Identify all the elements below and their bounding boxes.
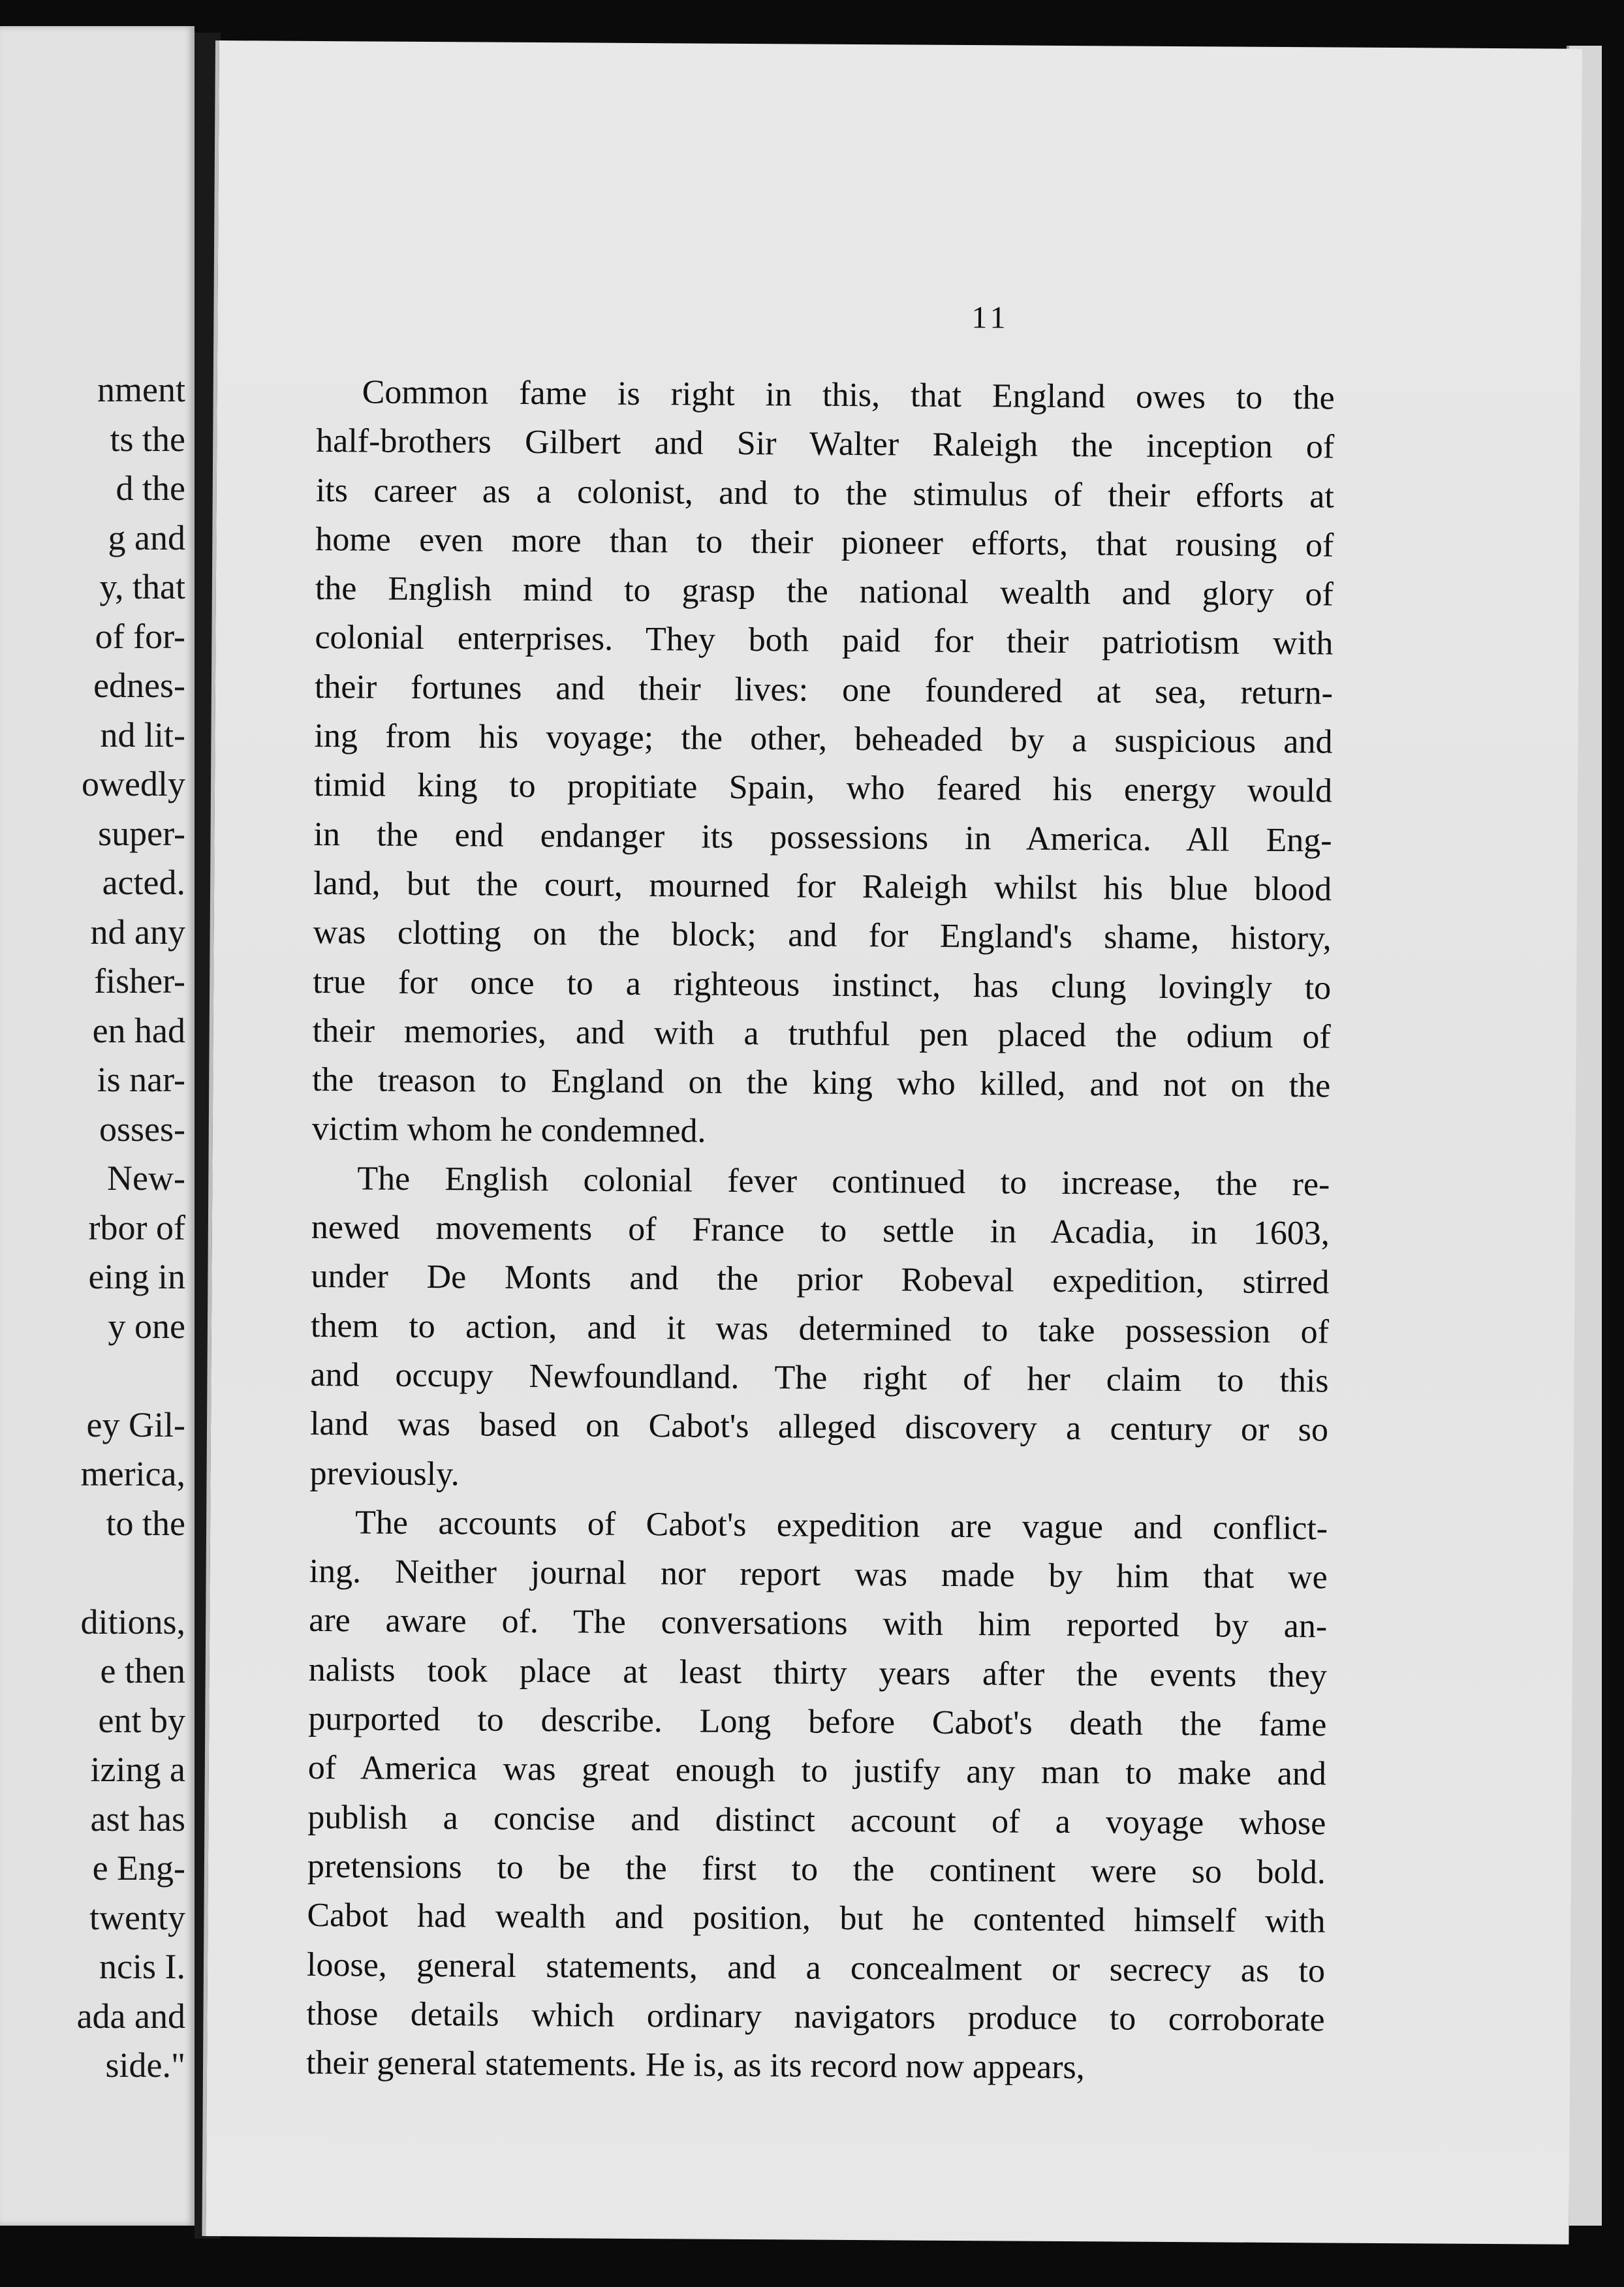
left-page-line: e then (100, 1651, 185, 1690)
left-page-line: fisher- (94, 961, 185, 1001)
text-line: purported to describe. Long before Cabot's death the fame (308, 1700, 1327, 1744)
text-line: of America was great enough to justify any man to make and (307, 1749, 1326, 1793)
left-page-line: super- (98, 813, 185, 853)
text-line: the English mind to grasp the national wealth and glory of (315, 570, 1334, 614)
text-line: was clotting on the block; and for England's shame, history, (313, 914, 1332, 957)
text-line: colonial enterprises. They both paid for their patriotism with (315, 619, 1334, 662)
text-line: their fortunes and their lives: one foundered at sea, return- (314, 668, 1334, 712)
left-page-line: New- (107, 1159, 185, 1198)
page-number: 11 (971, 300, 1010, 335)
left-page-line: nd any (90, 912, 185, 952)
left-page-line: ey Gil- (86, 1405, 185, 1444)
text-line: their memories, and with a truthful pen placed the odium of (312, 1012, 1331, 1056)
left-page-line: ast has (90, 1799, 185, 1839)
text-line: the treason to England on the king who killed, and not on the (312, 1061, 1331, 1105)
left-page-line: d the (116, 469, 185, 508)
text-line: home even more than to their pioneer efforts, that rousing of (315, 520, 1334, 565)
text-line: pretensions to be the first to the continent were so bold. (307, 1847, 1326, 1891)
page-body-text (306, 367, 1335, 2094)
left-page-line: nment (97, 370, 185, 409)
text-line: loose, general statements, and a concealment or secrecy as to (306, 1946, 1326, 1989)
text-line: them to action, and it was determined to take possession of (310, 1307, 1330, 1351)
left-page-line: owedly (82, 764, 185, 803)
text-line: nalists took place at least thirty years after the events they (308, 1651, 1327, 1695)
left-page-line: to the (106, 1503, 185, 1543)
text-line: in the end endanger its possessions in America. All Eng- (313, 815, 1332, 860)
paragraph (312, 367, 1335, 1160)
left-page-line: nd lit- (100, 715, 185, 755)
text-line: victim whom he condemned. (311, 1110, 706, 1151)
left-page-line: rbor of (88, 1207, 185, 1247)
left-page-line: ada and (76, 1996, 185, 2036)
text-line: publish a concise and distinct account of a voyage whose (307, 1798, 1326, 1843)
left-page-line: y one (108, 1306, 185, 1346)
text-line: ing from his voyage; the other, beheaded by a suspicious and (314, 717, 1333, 761)
text-line: land, but the court, mourned for Raleigh whilst his blue blood (313, 864, 1332, 909)
left-page-line: ent by (98, 1700, 185, 1740)
left-page-line: of for- (95, 616, 185, 656)
text-line: land was based on Cabot's alleged discovery a century or so (309, 1405, 1329, 1449)
left-page-line: osses- (99, 1109, 185, 1149)
left-facing-page (0, 26, 195, 2226)
text-line: The English colonial fever continued to increase, the re- (357, 1160, 1330, 1204)
text-line: are aware of. The conversations with him reported by an- (309, 1602, 1328, 1645)
left-page-line: ditions, (80, 1602, 185, 1641)
text-line: their general statements. He is, as its record now appears, (305, 2044, 1085, 2087)
left-page-line: g and (108, 518, 185, 557)
left-page-line: twenty (89, 1897, 185, 1937)
left-page-line: is nar- (97, 1060, 185, 1099)
left-page-line: izing a (90, 1750, 185, 1789)
left-page-line (77, 1351, 185, 1401)
text-line: Cabot had wealth and position, but he contented himself with (307, 1897, 1326, 1940)
left-page-line: side." (105, 2046, 185, 2085)
text-line: those details which ordinary navigators produce to corroborate (306, 1995, 1325, 2039)
book-page (202, 40, 1582, 2245)
left-page-line: en had (92, 1010, 185, 1050)
text-line: ing. Neither journal nor report was made by him that we (309, 1553, 1328, 1596)
text-line: its career as a colonist, and to the stimulus of their efforts at (315, 471, 1334, 516)
left-page-line: eing in (88, 1257, 185, 1296)
text-line: timid king to propitiate Spain, who feared his energy would (313, 766, 1333, 810)
left-page-line: merica, (80, 1454, 185, 1493)
left-page-line: acted. (102, 863, 185, 902)
text-line: previously. (309, 1454, 460, 1493)
paragraph (306, 1498, 1328, 2094)
left-page-line (77, 1548, 185, 1598)
text-line: Common fame is right in this, that England owes to the (362, 373, 1335, 417)
left-page-line: ts the (110, 419, 185, 459)
text-line: newed movements of France to settle in Acadia, in 1603, (311, 1208, 1330, 1252)
left-page-line: ednes- (93, 666, 185, 705)
paragraph (309, 1154, 1330, 1504)
left-page-text (77, 366, 185, 2091)
text-line: half-brothers Gilbert and Sir Walter Raleigh the inception of (316, 422, 1335, 466)
left-page-line: ncis I. (99, 1947, 185, 1986)
text-line: under De Monts and the prior Robeval expedition, stirred (311, 1258, 1330, 1301)
text-line: and occupy Newfoundland. The right of her claim to this (310, 1356, 1329, 1400)
text-line: true for once to a righteous instinct, has clung lovingly to (313, 963, 1332, 1007)
left-page-line: e Eng- (92, 1848, 185, 1888)
text-line: The accounts of Cabot's expedition are vague and conflict- (354, 1504, 1328, 1548)
left-page-line: y, that (99, 567, 185, 606)
